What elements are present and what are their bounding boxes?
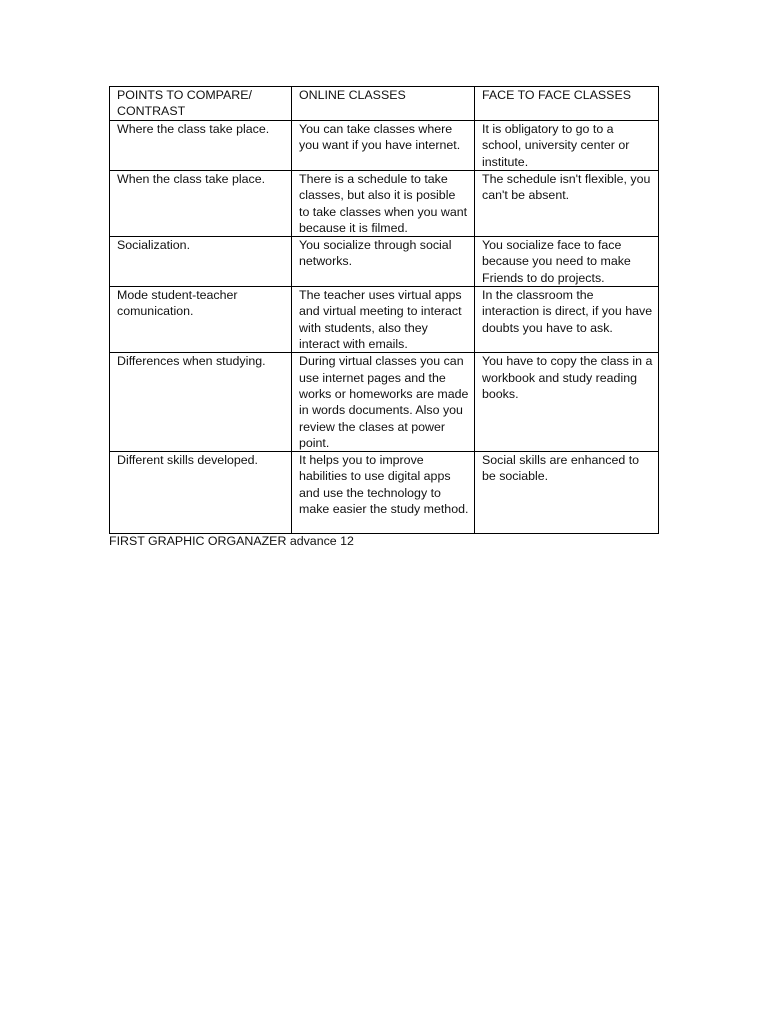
point-cell: Socialization.	[110, 237, 292, 287]
header-points-to-compare: POINTS TO COMPARE/ CONTRAST	[110, 87, 292, 121]
point-cell: When the class take place.	[110, 171, 292, 237]
header-online-classes: ONLINE CLASSES	[292, 87, 475, 121]
face-to-face-cell: It is obligatory to go to a school, university center or institute.	[475, 121, 659, 171]
online-cell: The teacher uses virtual apps and virtual meeting to interact with students, also they interact with emails.	[292, 287, 475, 353]
face-to-face-cell: Social skills are enhanced to be sociable.	[475, 452, 659, 534]
comparison-table	[109, 86, 659, 534]
table-row	[110, 287, 659, 353]
table-header-row	[110, 87, 659, 121]
online-cell: You can take classes where you want if you have internet.	[292, 121, 475, 171]
table-row	[110, 237, 659, 287]
table-row	[110, 452, 659, 534]
table-row	[110, 171, 659, 237]
point-cell: Different skills developed.	[110, 452, 292, 534]
point-cell: Mode student-teacher comunication.	[110, 287, 292, 353]
online-cell: There is a schedule to take classes, but also it is posible to take classes when you want because it is filmed.	[292, 171, 475, 237]
online-cell: It helps you to improve habilities to use digital apps and use the technology to make easier the study method.	[292, 452, 475, 534]
online-cell: You socialize through social networks.	[292, 237, 475, 287]
face-to-face-cell: In the classroom the interaction is direct, if you have doubts you have to ask.	[475, 287, 659, 353]
online-cell: During virtual classes you can use internet pages and the works or homeworks are made in words documents. Also you review the clases at power point.	[292, 353, 475, 452]
document-caption: FIRST GRAPHIC ORGANAZER advance 12	[109, 534, 354, 548]
table-row	[110, 121, 659, 171]
face-to-face-cell: The schedule isn't flexible, you can't be absent.	[475, 171, 659, 237]
table-row	[110, 353, 659, 452]
face-to-face-cell: You have to copy the class in a workbook and study reading books.	[475, 353, 659, 452]
face-to-face-cell: You socialize face to face because you need to make Friends to do projects.	[475, 237, 659, 287]
header-face-to-face-classes: FACE TO FACE CLASSES	[475, 87, 659, 121]
point-cell: Where the class take place.	[110, 121, 292, 171]
point-cell: Differences when studying.	[110, 353, 292, 452]
